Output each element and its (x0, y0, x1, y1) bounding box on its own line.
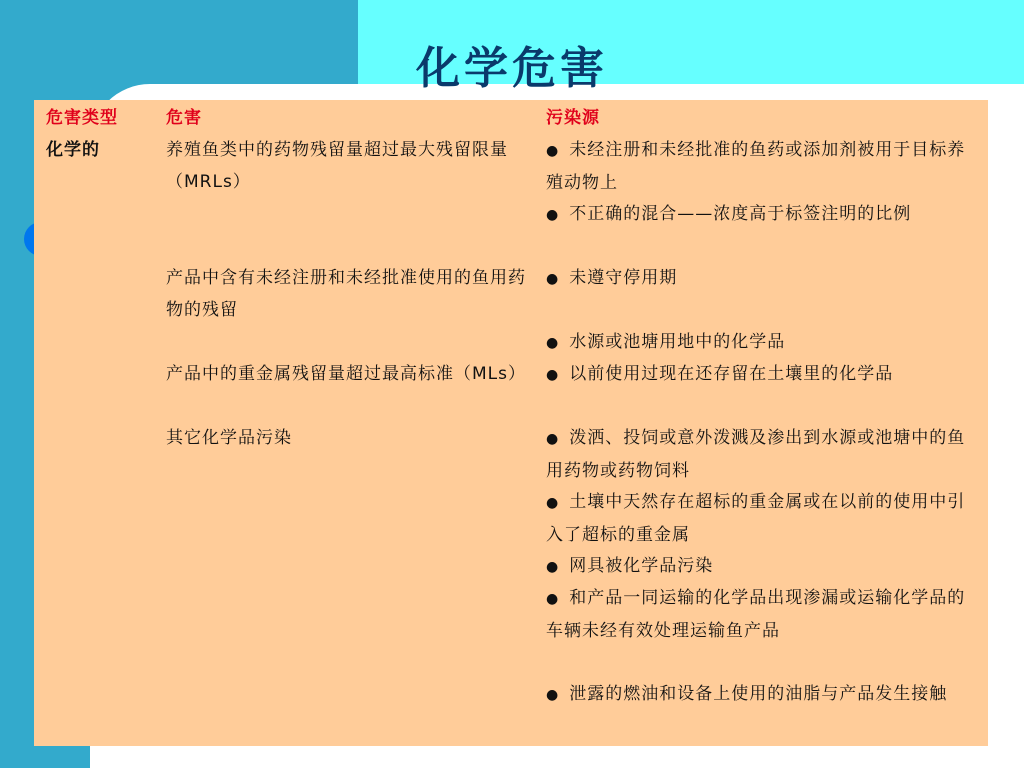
source-item (546, 326, 982, 359)
source-text: 土壤中天然存在超标的重金属或在以前的使用中引入了超标的重金属 (546, 492, 966, 545)
source-text: 未遵守停用期 (569, 268, 678, 288)
bullet-icon: ● (546, 559, 560, 575)
hazard-item: 产品中含有未经注册和未经批准使用的鱼用药物的残留 (166, 268, 526, 320)
source-text: 网具被化学品污染 (569, 556, 714, 576)
source-text: 泄露的燃油和设备上使用的油脂与产品发生接触 (569, 684, 948, 704)
source-text: 泼洒、投饲或意外泼溅及渗出到水源或池塘中的鱼用药物或药物饲料 (546, 428, 966, 481)
source-item (546, 358, 982, 391)
source-text: 未经注册和未经批准的鱼药或添加剂被用于目标养殖动物上 (546, 140, 966, 193)
source-item (546, 678, 982, 711)
bullet-icon: ● (546, 207, 560, 223)
hazard-table (34, 100, 988, 746)
source-text: 不正确的混合——浓度高于标签注明的比例 (569, 204, 912, 224)
source-item (546, 486, 982, 551)
bullet-icon: ● (546, 591, 560, 607)
source-text: 和产品一同运输的化学品出现渗漏或运输化学品的车辆未经有效处理运输鱼产品 (546, 588, 966, 641)
source-item (546, 550, 982, 583)
header-hazard-type: 危害类型 (46, 108, 118, 128)
header-hazard: 危害 (166, 108, 202, 128)
bullet-icon: ● (546, 687, 560, 703)
hazard-item: 产品中的重金属残留量超过最高标准（MLs） (166, 364, 526, 384)
source-item (546, 582, 982, 647)
page-title: 化学危害 (416, 43, 608, 94)
hazard-item: 其它化学品污染 (166, 428, 292, 448)
source-item (546, 262, 982, 295)
bullet-icon: ● (546, 271, 560, 287)
bullet-icon: ● (546, 431, 560, 447)
source-item (546, 422, 982, 487)
bullet-icon: ● (546, 495, 560, 511)
bullet-icon: ● (546, 367, 560, 383)
bullet-icon: ● (546, 143, 560, 159)
bullet-icon: ● (546, 335, 560, 351)
header-source: 污染源 (546, 108, 600, 128)
category-cell: 化学的 (46, 140, 100, 160)
source-text: 水源或池塘用地中的化学品 (569, 332, 786, 352)
source-text: 以前使用过现在还存留在土壤里的化学品 (569, 364, 894, 384)
hazard-item: 养殖鱼类中的药物残留量超过最大残留限量（MRLs） (166, 140, 508, 192)
source-item (546, 134, 982, 199)
source-item (546, 198, 982, 231)
